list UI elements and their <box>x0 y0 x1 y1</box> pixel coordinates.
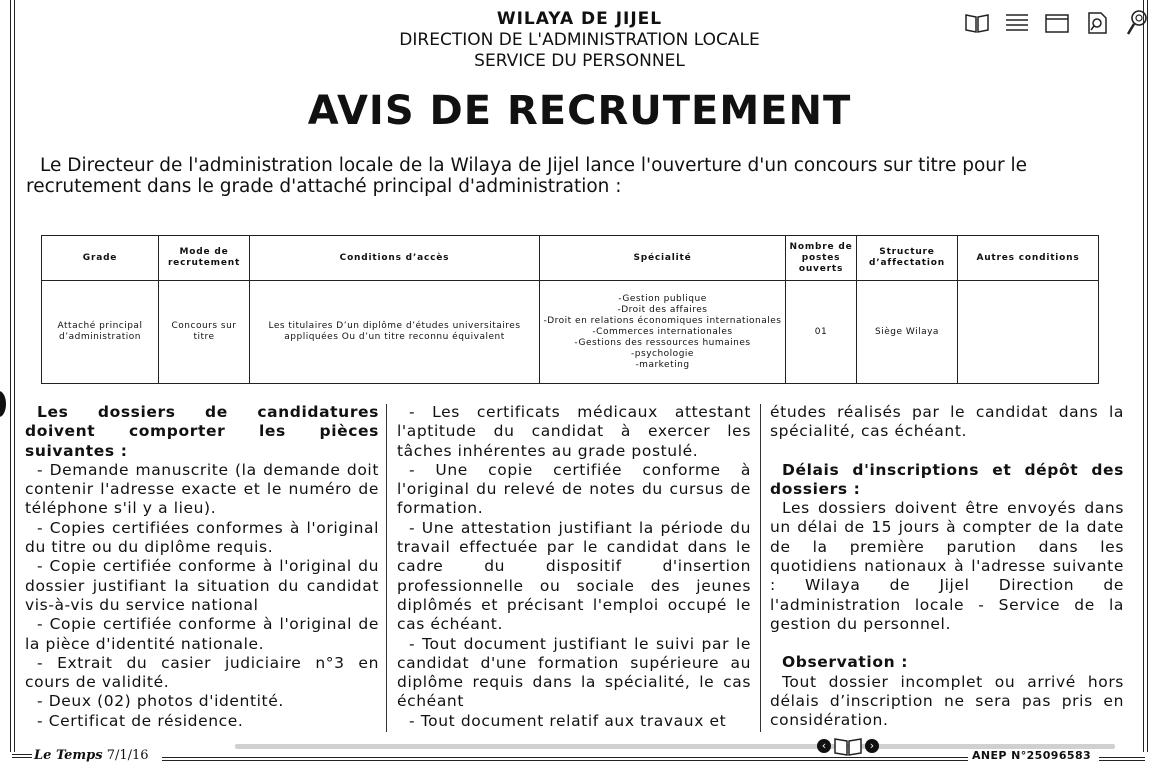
th-specialite: Spécialité <box>540 236 786 281</box>
footer-rule-right <box>1099 760 1145 761</box>
list-item: - Copie certifiée conforme à l'original du dossier justifiant la situation du candidat vis-à-vis du service national <box>25 557 379 614</box>
page-navigator <box>817 735 879 757</box>
specialite-item: -psychologie <box>631 348 694 359</box>
th-grade: Grade <box>42 236 159 281</box>
continuation-text: études réalisés par le candidat dans la spécialité, cas échéant. <box>770 403 1124 441</box>
footer-rule-left <box>12 757 32 758</box>
list-item: - Tout document relatif aux travaux et <box>409 711 727 730</box>
td-conditions: Les titulaires D’un diplôme d’études universitaires appliquées Ou d’un titre reconnu équivalent <box>250 281 540 384</box>
newspaper-title: Le Temps <box>34 748 103 763</box>
list-item: - Demande manuscrite (la demande doit contenir l'adresse exacte et le numéro de téléphone s'il y a lieu). <box>25 460 379 518</box>
viewer-toolbar <box>964 10 1150 36</box>
th-postes: Nombre de postes ouverts <box>786 236 857 281</box>
anep-reference: ANEP N°25096583 <box>972 749 1092 762</box>
list-item: - Deux (02) photos d'identité. <box>37 692 284 711</box>
table-header-row <box>42 236 1099 281</box>
newspaper-name <box>34 748 149 763</box>
book-icon[interactable] <box>964 10 990 36</box>
footer-rule <box>162 757 968 758</box>
list-item: - Extrait du casier judiciaire n°3 en cours de validité. <box>25 653 379 692</box>
window-icon[interactable] <box>1044 10 1070 36</box>
table-row <box>42 281 1099 384</box>
footer-rule <box>162 760 968 761</box>
prev-page-button[interactable]: ‹ <box>817 739 831 753</box>
td-structure: Siège Wilaya <box>857 281 958 384</box>
page-title: AVIS DE RECRUTEMENT <box>307 88 852 134</box>
specialite-item: -marketing <box>635 359 690 370</box>
th-structure: Structure d’affectation <box>857 236 958 281</box>
list-item: - Une copie certifiée conforme à l'original du relevé de notes du cursus de formation. <box>397 460 751 518</box>
observation-text: Tout dossier incomplet ou arrivé hors délais d’inscription ne sera pas pris en considération. <box>770 672 1124 730</box>
specialite-item: -Gestions des ressources humaines <box>574 337 751 348</box>
delais-text: Les dossiers doivent être envoyés dans un délai de 15 jours à compter de la date de la première parution dans les quotidiens nationaux à l'adresse suivante : Wilaya de Jijel Direction de l'administration locale - Service de la gestion du personnel. <box>770 499 1124 633</box>
header-direction: DIRECTION DE L'ADMINISTRATION LOCALE <box>399 30 760 50</box>
th-conditions: Conditions d’accès <box>250 236 540 281</box>
spacer <box>770 634 1124 653</box>
column-2 <box>397 403 751 731</box>
column-divider <box>386 404 387 732</box>
header-service: SERVICE DU PERSONNEL <box>474 51 685 71</box>
td-mode: Concours sur titre <box>159 281 250 384</box>
list-icon[interactable] <box>1004 10 1030 36</box>
page-search-icon[interactable] <box>1084 10 1110 36</box>
td-autres <box>958 281 1099 384</box>
list-item: - Une attestation justifiant la période du travail effectuée par le candidat dans le cadre du dispositif d'insertion professionnelle ou sociale des jeunes diplômés et précisant l'emploi occupé le cas échéant. <box>397 518 751 634</box>
specialite-item: -Commerces internationales <box>592 326 733 337</box>
footer-rule-right <box>1099 757 1145 758</box>
column-divider <box>760 404 761 732</box>
recruitment-table <box>41 235 1099 384</box>
th-mode: Mode de recrutement <box>159 236 250 281</box>
list-item: - Les certificats médicaux attestant l'aptitude du candidat à exercer les tâches inhérentes au grade postulé. <box>397 403 751 460</box>
column-1 <box>25 403 379 731</box>
delais-heading: Délais d'inscriptions et dépôt des dossiers : <box>770 460 1124 498</box>
list-item: - Copie certifiée conforme à l'original de la pièce d'identité nationale. <box>25 615 379 653</box>
list-item: - Copies certifiées conformes à l'original du titre ou du diplôme requis. <box>25 518 379 557</box>
list-item: - Tout document justifiant le suivi par le candidat d'une formation supérieure au diplôme requis dans la spécialité, le cas échéant <box>397 634 751 711</box>
specialite-item: -Gestion publique <box>618 293 707 304</box>
column-3 <box>770 403 1124 730</box>
publication-date: 7/1/16 <box>106 748 149 763</box>
list-item: - Certificat de résidence. <box>37 711 244 730</box>
spacer <box>770 442 1124 461</box>
page-edge-marker <box>0 391 6 417</box>
zoom-icon[interactable] <box>1124 10 1150 36</box>
dossiers-heading: Les dossiers de candidatures doivent comporter les pièces suivantes : <box>25 403 379 460</box>
observation-heading: Observation : <box>782 653 909 672</box>
next-page-button[interactable]: › <box>865 739 879 753</box>
specialite-item: -Droit en relations économiques internationales <box>543 315 782 326</box>
th-autres: Autres conditions <box>958 236 1099 281</box>
intro-paragraph: Le Directeur de l'administration locale de la Wilaya de Jijel lance l'ouverture d'un concours sur titre pour le recrutement dans le grade d'attaché principal d'administration : <box>26 155 1028 197</box>
td-postes: 01 <box>786 281 857 384</box>
footer-rule-left <box>12 754 32 755</box>
header-wilaya: WILAYA DE JIJEL <box>496 9 663 29</box>
open-book-icon[interactable] <box>833 735 863 757</box>
specialite-item: -Droit des affaires <box>617 304 708 315</box>
td-grade: Attaché principal d’administration <box>42 281 159 384</box>
td-specialite <box>540 281 786 384</box>
